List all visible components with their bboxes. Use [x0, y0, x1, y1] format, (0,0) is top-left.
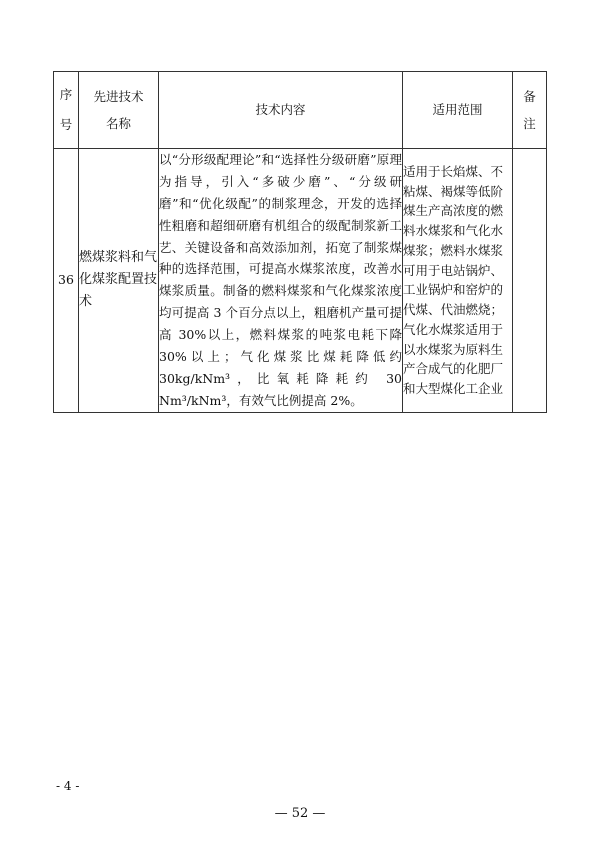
- page-number: — 52 —: [274, 806, 326, 821]
- header-content: 技术内容: [159, 72, 403, 149]
- row-note: [513, 149, 547, 413]
- row-name: 燃煤浆料和气化煤浆配置技术: [79, 149, 159, 413]
- header-name: 先进技术 名称: [79, 72, 159, 149]
- row-content: 以“分形级配理论”和“选择性分级研磨”原理为指导，引入“多破少磨”、“分级研磨”和“优化级配”的制浆理念，开发的选择性粗磨和超细研磨有机组合的级配制浆新工艺、关键设备和高效添加剂，拓宽了制浆煤种的选择范围，可提高水煤浆浓度，改善水煤浆质量。制备的燃料煤浆和气化煤浆浓度均可提高 3 个百分点以上，粗磨机产量可提高 30%以上，燃料煤浆的吨浆电耗下降 30%以上；气化煤浆比煤耗降低约 30kg/kNm³，比氧耗降耗约 30 Nm³/kNm³，有效气比例提高 2%。: [159, 149, 403, 413]
- table-header-row: [54, 72, 547, 149]
- inner-page-number: - 4 -: [56, 779, 80, 793]
- header-seq: 序 号: [54, 72, 79, 149]
- table-row: [54, 149, 547, 413]
- header-note: 备 注: [513, 72, 547, 149]
- technology-table: [53, 71, 547, 413]
- row-seq: 36: [54, 149, 79, 413]
- header-scope: 适用范围: [403, 72, 513, 149]
- row-scope: 适用于长焰煤、不粘煤、褐煤等低阶煤生产高浓度的燃料水煤浆和气化水煤浆；燃料水煤浆可用于电站锅炉、工业锅炉和窑炉的代煤、代油燃烧；气化水煤浆适用于以水煤浆为原料生产合成气的化肥厂和大型煤化工企业: [403, 149, 513, 413]
